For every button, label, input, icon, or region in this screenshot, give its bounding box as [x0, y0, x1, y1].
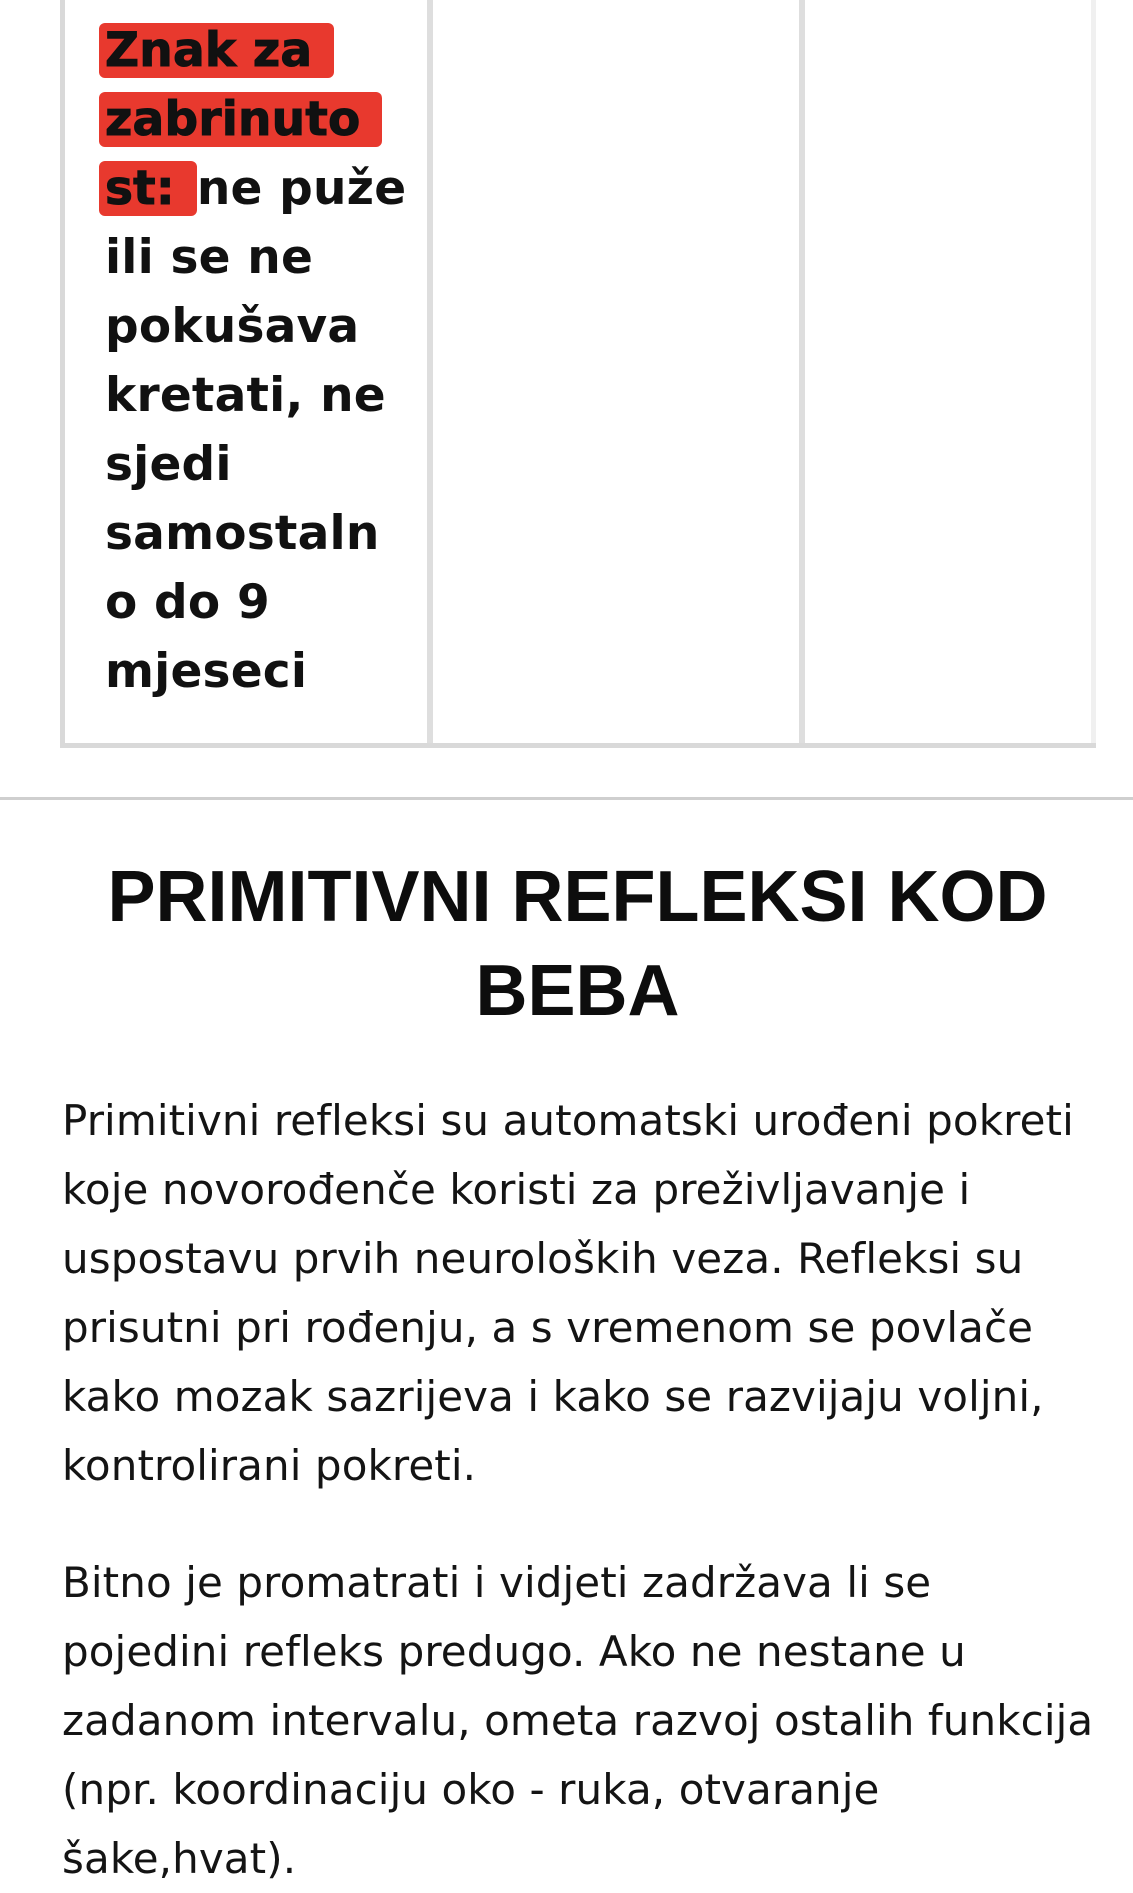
table-cell-concern — [65, 0, 433, 743]
concern-line: o do 9 — [105, 575, 270, 630]
concern-line-2 — [105, 85, 405, 154]
paragraph-note: Bitno je promatrati i vidjeti zadržava li se pojedini refleks predugo. Ako ne nestane u zadanom intervalu, ometa razvoj ostalih funkcija (npr. koordinaciju oko - ruka, otvaranje šake,hvat). — [62, 1558, 1094, 1883]
section-heading: PRIMITIVNI REFLEKSI KOD BEBA — [107, 857, 1048, 1031]
concern-line: sjedi — [105, 437, 232, 492]
concern-highlight: zabrinuto — [99, 92, 382, 147]
concern-highlight: st: — [99, 161, 197, 216]
concern-highlight: Znak za — [99, 23, 334, 78]
concern-line: samostaln — [105, 506, 380, 561]
concern-text-after: ne puže — [196, 161, 407, 216]
section-divider — [0, 797, 1133, 800]
concern-line: pokušava — [105, 299, 360, 354]
concern-line-3 — [105, 154, 405, 223]
table-cell-empty-3 — [805, 0, 1096, 743]
concern-line: mjeseci — [105, 644, 308, 699]
development-table — [60, 0, 1096, 748]
concern-line: kretati, ne — [105, 368, 386, 423]
concern-line-1 — [105, 16, 405, 85]
paragraph-intro: Primitivni refleksi su automatski urođeni pokreti koje novorođenče koristi za preživljavanje i uspostavu prvih neuroloških veza. Refleksi su prisutni pri rođenju, a s vremenom se povlače kako mozak sazrijeva i kako se razvijaju voljni, kontrolirani pokreti. — [62, 1096, 1074, 1490]
concern-text — [105, 16, 405, 706]
concern-line: ili se ne — [105, 230, 314, 285]
table-cell-empty-2 — [433, 0, 805, 743]
